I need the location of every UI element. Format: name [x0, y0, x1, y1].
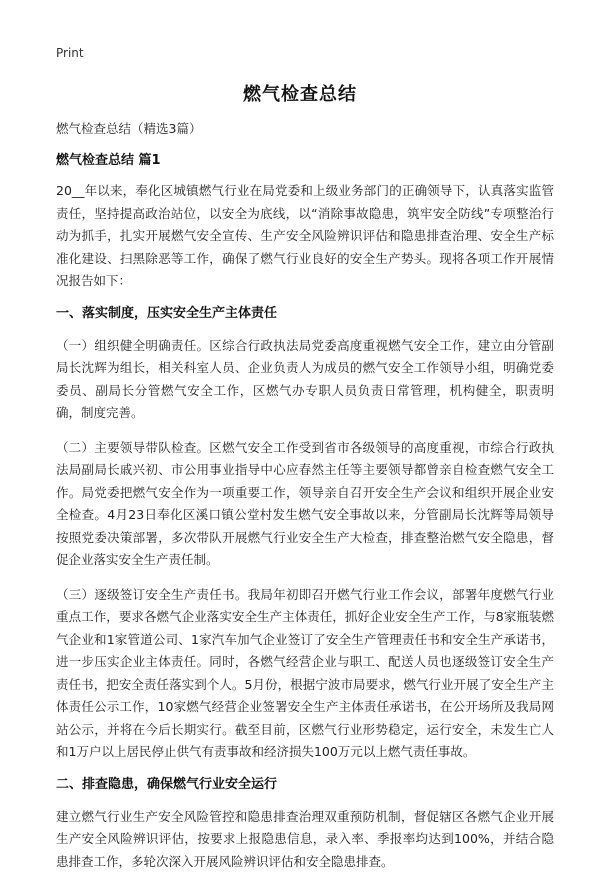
page-title: 燃气检查总结: [243, 84, 357, 105]
part1-paragraph-2: （二）主要领导带队检查。区燃气安全工作受到省市各级领导的高度重视，市综合行政执法局副局长戚兴初、市公用事业指导中心应春然主任等主要领导都曾亲自检查燃气安全工作。局党委把燃气安全作为一项重要工作，领导亲自召开安全生产会议和组织开展企业安全检查。4月23日奉化区溪口镇公堂村发生燃气安全事故以来，分管副局长沈辉等局领导按照党委决策部署，多次带队开展燃气行业安全生产大检查，排查整治燃气安全隐患，督促企业落实安全生产责任制。: [56, 439, 554, 567]
part1-heading: 一、落实制度，压实安全生产主体责任: [56, 305, 278, 321]
part1-paragraph-1: （一）组织健全明确责任。区综合行政执法局党委高度重视燃气安全工作，建立由分管副局长沈辉为组长，相关科室人员、企业负责人为成员的燃气安全工作领导小组，明确党委委员、副局长分管燃气安全工作，区燃气办专职人员负责日常管理，机构健全，职责明确，制度完善。: [56, 337, 554, 420]
part1-paragraph-3: （三）逐级签订安全生产责任书。我局年初即召开燃气行业工作会议，部署年度燃气行业重点工作，要求各燃气企业落实安全生产主体责任，抓好企业安全生产工作，与8家瓶装燃气企业和1家管道公司、1家汽车加气企业签订了安全生产管理责任书和安全生产承诺书，进一步压实企业主体责任。同时，各燃气经营企业与职工、配送人员也逐级签订安全生产责任书，把安全责任落实到个人。5月份，根据宁波市局要求，燃气行业开展了安全生产主体责任公示工作，10家燃气经营企业签署安全生产主体责任承诺书，在公开场所及我局网站公示，并将在今后长期实行。截至目前，区燃气行业形势稳定，运行安全，未发生亡人和1万户以上居民停止供气有责事故和经济损失100万元以上燃气责任事故。: [56, 586, 554, 759]
document-subtitle: 燃气检查总结（精选3篇）: [56, 121, 202, 136]
part2-paragraph-1: 建立燃气行业生产安全风险管控和隐患排查治理双重预防机制，督促辖区各燃气企业开展生产安全风险辨识评估，按要求上报隐患信息，录入率、季报率均达到100%，并结合隐患排查工作，多轮次深入开展风险辨识评估和安全隐患排查。: [56, 808, 554, 869]
intro-paragraph: 20__年以来，奉化区城镇燃气行业在局党委和上级业务部门的正确领导下，认真落实监管责任，坚持提高政治站位，以安全为底线，以“消除事故隐患，筑牢安全防线”专项整治行动为抓手，扎实开展燃气安全宣传、生产安全风险辨识评估和隐患排查治理、安全生产标准化建设、扫黑除恶等工作，确保了燃气行业良好的安全生产势头。现将各项工作开展情况报告如下：: [56, 183, 554, 288]
part2-heading: 二、排查隐患，确保燃气行业安全运行: [56, 776, 278, 792]
print-link[interactable]: Print: [56, 46, 84, 60]
section-heading: 燃气检查总结 篇1: [56, 153, 161, 168]
document-body: [56, 120, 554, 885]
